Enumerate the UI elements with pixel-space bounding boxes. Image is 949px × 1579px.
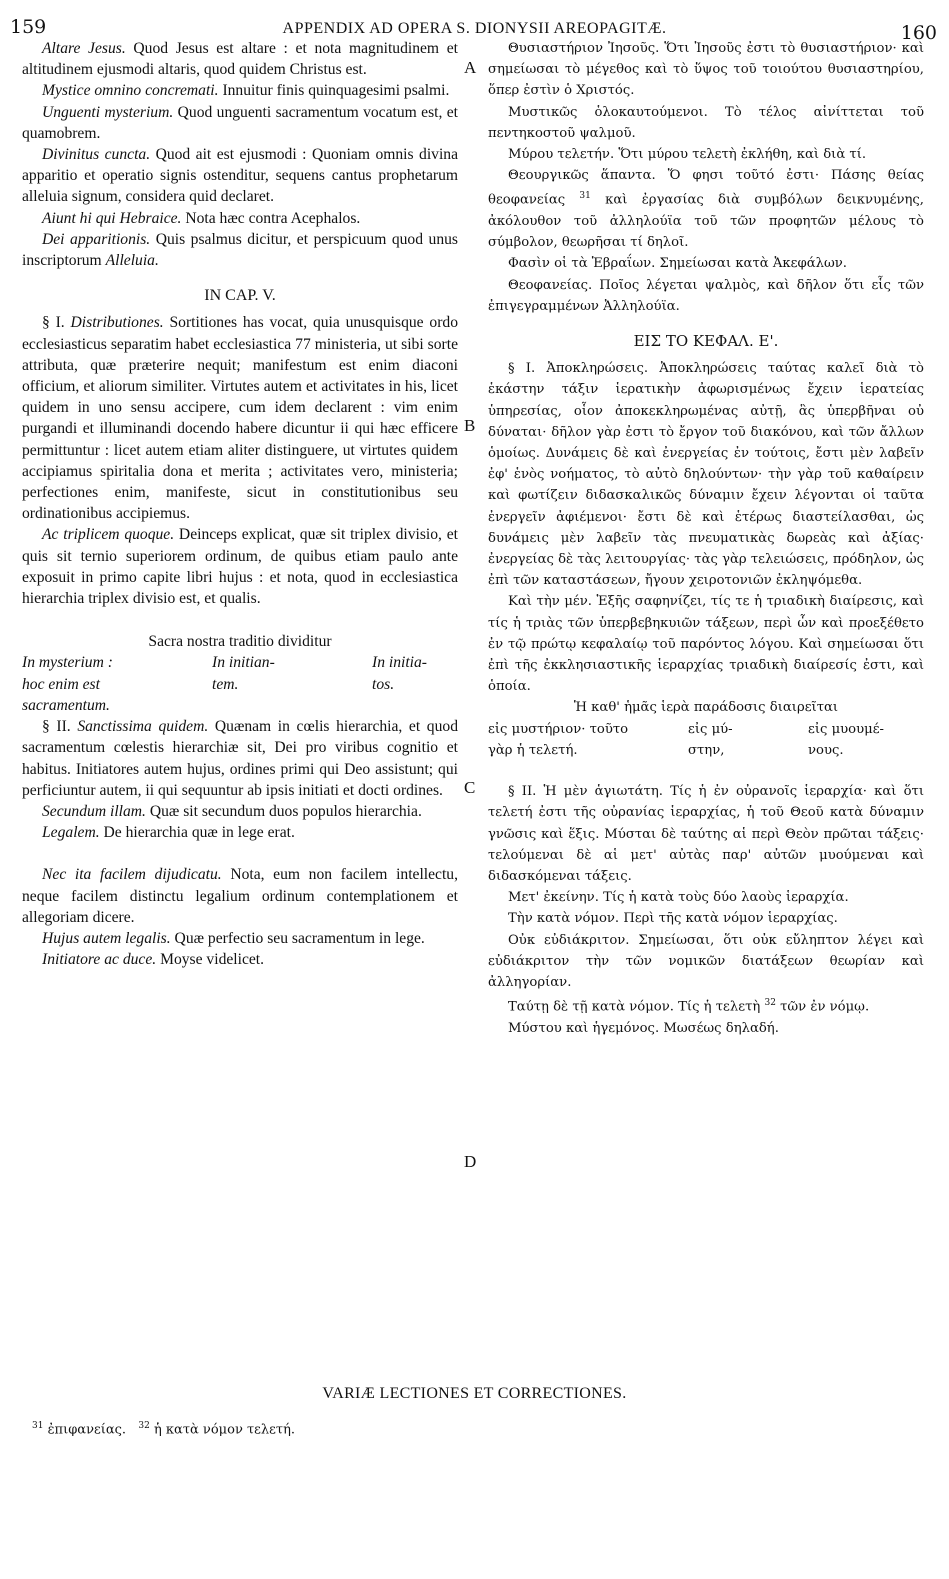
greek-paragraph: § II. Ἡ μὲν ἁγιωτάτη. Τίς ἡ ἐν οὐρανοῖς ἱεραρχία· καὶ ὅτι τελετή ἐστι τῆς οὐρανίας ἱεραρχίας, ἡ τοῦ Θεοῦ κατὰ δύναμιν γνῶσις καὶ ἕξις. Μύσται δὲ ταύτης αἱ περὶ Θεὸν πρῶται τάξεις· τελούμεναι δὲ αἱ μετ' αὐτὰς παρ' αὐτῶν μυούμεναι καὶ διδασκόμεναι τάξεις. — [488, 784, 924, 884]
greek-paragraph: Καὶ τὴν μέν. Ἑξῆς σαφηνίζει, τίς τε ἡ τριαδικὴ διαίρεσις, καὶ τίς ἡ τριὰς τῶν ὑπερβεβηκυιῶν τάξεων, περὶ ὧν καὶ προεξέθετο ἐν τῷ πρώτῳ κεφαλαίῳ τοῦ παρόντος λόγου. Καὶ σημείωσαι ὅτι ἐπὶ τῆς ἐκκλησιαστικῆς ἱεραρχίας τριαδικὴ διαίρεσίς ἐστι, καὶ ὁποία. — [488, 594, 924, 695]
footnote-number: 31 — [32, 1421, 44, 1431]
greek-text: Θεουργικῶς ἅπαντα. Ὅ φησι τοῦτό ἐστι· Πάσης θείας θεοφανείας — [488, 168, 924, 208]
lemma: Legalem. — [42, 824, 100, 842]
gloss: Quod Jesus est altare : et nota magnitudinem et altitudinem ejusmodi altaris, quod quidem Christus est. — [22, 40, 458, 79]
table-cell: εἰς μυουμέ- — [808, 721, 884, 737]
latin-paragraph — [22, 864, 458, 928]
table-cell: sacramentum. — [22, 696, 110, 714]
table-cell: In mysterium : — [22, 654, 113, 672]
lemma: Mystice omnino concremati. — [42, 82, 219, 100]
margin-marker-b: B — [464, 416, 476, 435]
footnote-ref: 31 — [579, 191, 591, 202]
lemma: Altare Jesus. — [42, 40, 126, 57]
greek-paragraph: Μύρου τελετήν. Ὅτι μύρου τελετὴ ἐκλήθη, καὶ διὰ τί. — [508, 147, 867, 163]
division-table-title: Sacra nostra traditio dividitur — [148, 633, 332, 651]
latin-paragraph — [22, 80, 458, 101]
division-table-greek — [488, 719, 924, 761]
latin-paragraph — [22, 208, 458, 229]
greek-paragraph — [488, 993, 924, 1018]
section-number: § II. — [42, 718, 78, 736]
lemma: Alleluia. — [105, 252, 159, 270]
greek-paragraph: Θυσιαστήριον Ἰησοῦς. Ὅτι Ἰησοῦς ἐστι τὸ θυσιαστήριον· καὶ σημείωσαι τὸ μέγεθος καὶ τὸ ὕψος τοῦ τοιούτου θυσιαστηρίου, ὅπερ ἐστὶν ὁ Χριστός. — [488, 41, 924, 99]
latin-paragraph — [22, 949, 458, 970]
gloss: Deinceps explicat, quæ sit triplex divisio, et quis sit ternio superiorem ordinum, de quibus etiam paulo ante exposuit in primo capite libri hujus : et nota, quod in ecclesiastica hierarchia triplex divisio est, et qualis. — [22, 526, 458, 608]
division-table-title-greek: Ἡ καθ' ἡμᾶς ἱερὰ παράδοσις διαιρεῖται — [573, 700, 839, 716]
table-cell: νους. — [808, 742, 844, 758]
variae-lectiones-heading: VARIÆ LECTIONES ET CORRECTIONES. — [322, 1385, 627, 1402]
latin-column — [22, 38, 458, 970]
greek-paragraph — [488, 165, 924, 253]
running-title: APPENDIX AD OPERA S. DIONYSII AREOPAGITÆ. — [282, 20, 667, 37]
latin-paragraph — [22, 102, 458, 144]
table-cell: In initia- — [372, 654, 428, 672]
table-cell: tos. — [372, 675, 395, 693]
latin-paragraph — [22, 928, 458, 949]
gloss: Sortitiones has vocat, quia unusquisque ordo ecclesiasticus separatim habet ecclesiastica 77 ministeria, ut sibi sorte attributa, quæ præterire nequit; manifestum est enim diaconi officium, et aliorum similiter. Virtutes autem et activitates in his, licet quidem in uno sensu accipere, cum idem declarent : vim enim purgandi et illuminandi docendo habere dicuntur ii qui hæc efficere permittuntur : licet autem etiam aliter distinguere, ut virtutes quidem accipiamus spiritalia dona et merita ; activitates vero, ministeria; perfectiones enim, manifeste, sicut in constitutionibus seu ordinationibus accipiemus. — [22, 314, 458, 523]
greek-paragraph: Μυστικῶς ὁλοκαυτούμενοι. Τὸ τέλος αἰνίττεται τοῦ πεντηκοστοῦ ψαλμοῦ. — [488, 104, 924, 141]
latin-paragraph — [22, 229, 458, 271]
greek-paragraph: § I. Ἀποκληρώσεις. Ἀποκληρώσεις ταύτας καλεῖ διὰ τὸ ἑκάστην τάξιν ἱερατικὴν ἀφωρισμένως ἔχειν ἱερατείας ὑπηρεσίας, οἷον ἀποκεκληρωμένας αὐτῇ, ἃς ὑπερβῆναι οὐ δύναται· δῆλον γὰρ ἐστι τὸ ἔργον τοῦ διακόνου, καὶ τῶν ἄλλων ὁμοίως. Δυνάμεις δὲ καὶ ἐνεργείας ἐν τούτοις, ἔστι μὲν λαβεῖν ἐφ' ἑνὸς νοήματος, τὸ αὐτὸ δηλούντων· τὴν γὰρ τοῦ καθαίρειν καὶ φωτίζειν διδασκαλικῶς δύναμιν ἔχειν λέγονται οἱ ταῦτα ἐνεργεῖν ἀφιέμενοι· ἔστι δὲ καὶ ἑτέρως διαστείλασθαι, ὡς δυνάμεις μὲν λαβεῖν τὰς πνευματικὰς δωρεὰς καὶ ἀξίας· ἐνεργείας δὲ τὰς λειτουργίας· τὰς γὰρ τελειώσεις, πρόδηλον, ὡς ἐπὶ τῶν καταστάσεων, ἤγουν χειροτονιῶν ἐκληψόμεθα. — [488, 361, 924, 589]
margin-marker-a: A — [464, 58, 477, 77]
footnote-number: 32 — [138, 1421, 150, 1431]
footnote-text: ἐπιφανείας. — [43, 1422, 127, 1438]
greek-paragraph: Τὴν κατὰ νόμον. Περὶ τῆς κατὰ νόμον ἱεραρχίας. — [508, 911, 838, 927]
table-cell: στην, — [688, 742, 725, 758]
table-cell: γὰρ ἡ τελετή. — [488, 742, 578, 758]
gloss: Moyse videlicet. — [156, 951, 265, 969]
lemma: Secundum illam. — [42, 802, 146, 820]
variae-lectiones-notes — [32, 1421, 295, 1437]
latin-paragraph — [22, 801, 458, 822]
lemma: Divinitus cuncta. — [42, 146, 151, 164]
lemma: Aiunt hi qui Hebraice. — [42, 209, 182, 227]
greek-text: τῶν ἐν νόμῳ. — [775, 999, 870, 1015]
gloss: Quæ sit secundum duos populos hierarchia. — [145, 802, 422, 820]
footnote-ref: 32 — [764, 998, 776, 1009]
lemma: Distributiones. — [70, 314, 164, 332]
gloss: Quæ perfectio seu sacramentum in lege. — [170, 929, 425, 947]
latin-paragraph — [22, 524, 458, 609]
gloss: De hierarchia quæ in lege erat. — [99, 824, 295, 842]
division-table — [22, 652, 458, 716]
chapter-heading-latin: IN CAP. V. — [204, 287, 276, 305]
gloss: Nota hæc contra Acephalos. — [181, 209, 361, 227]
greek-paragraph: Μετ' ἐκείνην. Τίς ἡ κατὰ τοὺς δύο λαοὺς ἱεραρχία. — [508, 890, 849, 906]
greek-paragraph: Θεοφανείας. Ποῖος λέγεται ψαλμὸς, καὶ δῆλον ὅτι εἷς τῶν ἐπιγεγραμμένων Ἀλληλούϊα. — [488, 277, 924, 314]
lemma: Ac triplicem quoque. — [42, 526, 175, 544]
latin-paragraph — [22, 144, 458, 208]
greek-text: καὶ ἐργασίας διὰ συμβόλων δεικνυμένης, ἀκόλουθον τοῦ ἀλληλούϊα τοῦ τῶν προφητῶν μέλους τὸ σύμβολον, θεωρῆσαι τί δηλοῖ. — [488, 192, 924, 251]
gloss: Innuitur finis quinquagesimi psalmi. — [218, 82, 450, 100]
lemma: Hujus autem legalis. — [42, 929, 171, 947]
table-cell: tem. — [212, 675, 239, 693]
table-cell: εἰς μύ- — [688, 721, 733, 737]
latin-paragraph — [22, 822, 458, 843]
page-number-right: 160 — [900, 22, 937, 44]
latin-paragraph — [22, 38, 458, 80]
gloss: Quod ait est ejusmodi : Quoniam omnis divina apparitio et operatio signis ostenditur, sequens cantus prophetarum alleluia signum, considera quid declaret. — [22, 146, 458, 206]
lemma: Unguenti mysterium. — [42, 103, 174, 121]
greek-paragraph: Φασὶν οἱ τὰ Ἑβραΐων. Σημείωσαι κατὰ Ἀκεφάλων. — [508, 256, 847, 272]
table-cell: In initian- — [212, 654, 275, 672]
greek-paragraph: Οὐκ εὐδιάκριτον. Σημείωσαι, ὅτι οὐκ εὔληπτον λέγει καὶ εὐδιάκριτον τὴν τῶν νομικῶν διατάξεων θεωρίαν καὶ ἀλληγορίαν. — [488, 932, 924, 990]
gloss: Quod unguenti sacramentum vocatum est, et quamobrem. — [22, 103, 458, 142]
lemma: Nec ita facilem dijudicatu. — [42, 866, 222, 884]
lemma: Initiatore ac duce. — [42, 951, 157, 969]
margin-marker-d: D — [464, 1152, 477, 1171]
gloss: Quænam in cœlis hierarchia, et quod sacramentum cœlestis hierarchiæ sit, Dei pro viribus cognitio et habitus. Initiatores autem hujus, ordines primi qui Deo assistunt; qui perficiuntur autem, ii qui sequuntur ab ipsis initiati et docti ordines. — [22, 718, 458, 799]
latin-paragraph — [22, 716, 458, 801]
gloss: Quis psalmus dicitur, et perspicuum quod unus inscriptorum — [22, 230, 459, 270]
greek-column — [488, 38, 924, 1039]
gloss: Nota, eum non facilem intellectu, neque facilem distinctu legalium ordinum contemplationem et allegoriam dicere. — [22, 866, 458, 926]
lemma: Dei apparitionis. — [42, 230, 151, 248]
chapter-heading-greek: ΕΙΣ ΤΟ ΚΕΦΑΛ. Ε'. — [633, 332, 779, 351]
table-cell: εἰς μυστήριον· τοῦτο — [488, 721, 629, 737]
table-cell: hoc enim est — [22, 675, 100, 693]
margin-marker-c: C — [464, 778, 476, 797]
page-number-left: 159 — [10, 16, 47, 38]
greek-paragraph: Μύστου καὶ ἡγεμόνος. Μωσέως δηλαδή. — [508, 1020, 779, 1036]
greek-text: Ταύτῃ δὲ τῇ κατὰ νόμον. Τίς ἡ τελετὴ — [508, 999, 765, 1015]
footnote-text: ἡ κατὰ νόμον τελετή. — [149, 1422, 295, 1438]
lemma: Sanctissima quidem. — [77, 718, 209, 736]
latin-paragraph — [22, 312, 458, 524]
section-number: § I. — [42, 314, 71, 332]
